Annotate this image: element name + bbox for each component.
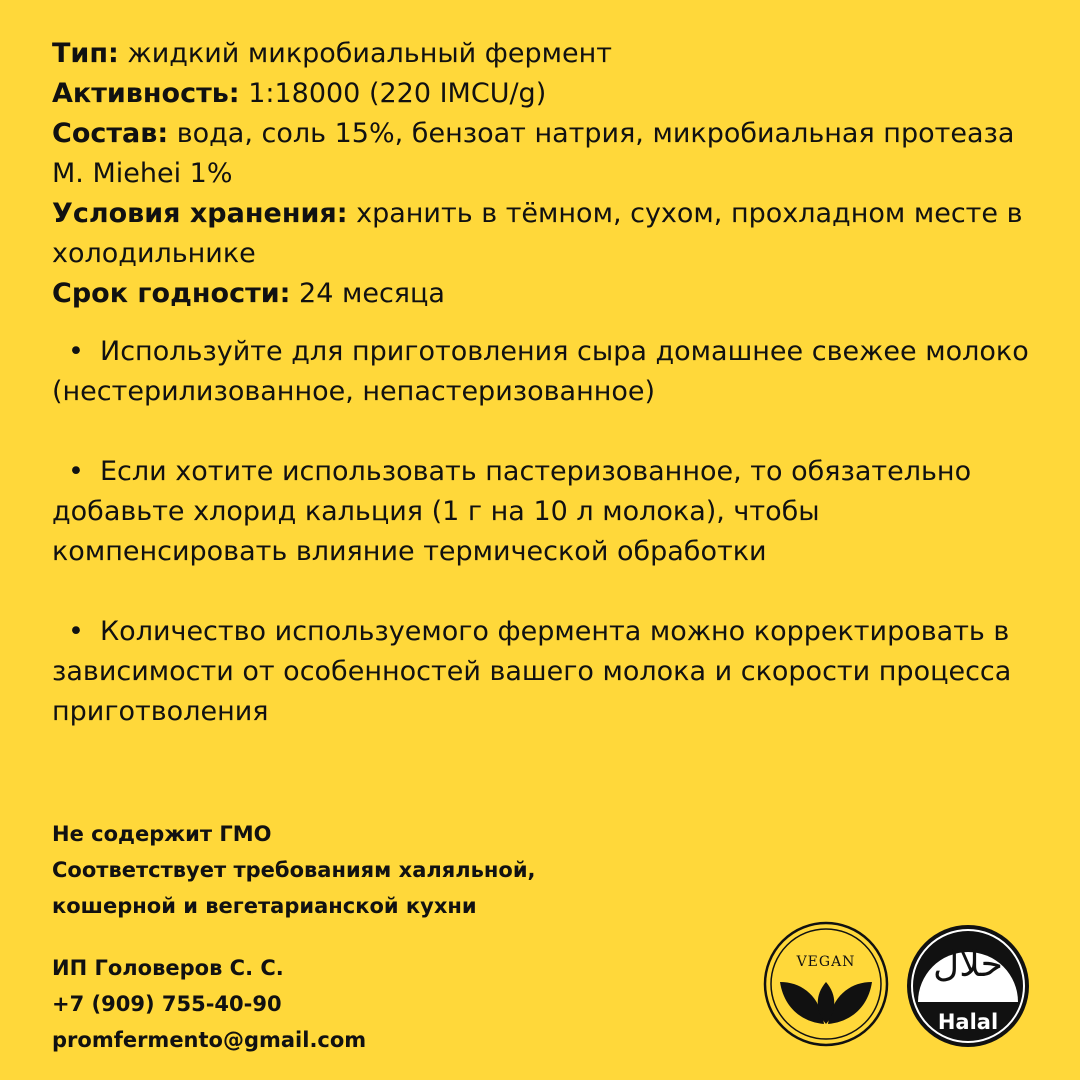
spec-storage bbox=[52, 194, 1042, 274]
certification-notes bbox=[52, 816, 536, 924]
certification-badges bbox=[762, 920, 1042, 1060]
spec-composition bbox=[52, 114, 1042, 194]
spec-value: жидкий микробиальный фермент bbox=[118, 38, 612, 69]
vegan-badge bbox=[762, 920, 890, 1048]
halal-label: Halal bbox=[937, 1010, 999, 1034]
spec-label: Срок годности: bbox=[52, 278, 291, 309]
seller-name: ИП Головеров С. С. bbox=[52, 956, 284, 980]
bullet-icon: • bbox=[68, 336, 84, 367]
usage-tip bbox=[52, 452, 1042, 572]
email-address[interactable]: promfermento@gmail.com bbox=[52, 1028, 367, 1052]
contact-block bbox=[52, 950, 366, 1058]
usage-tips bbox=[52, 332, 1042, 772]
note-line: кошерной и вегетарианской кухни bbox=[52, 894, 477, 918]
tip-text: Если хотите использовать пастеризованное, то обязательно добавьте хлорид кальция (1 г на 10 л молока), чтобы компенсировать влияние термической обработки bbox=[52, 456, 972, 567]
vegan-label: VEGAN bbox=[796, 954, 856, 970]
usage-tip bbox=[52, 332, 1042, 412]
spec-shelf-life bbox=[52, 274, 1042, 314]
product-specs bbox=[52, 34, 1042, 314]
bullet-icon: • bbox=[68, 456, 84, 487]
spec-value: 24 месяца bbox=[290, 278, 445, 309]
note-line: Соответствует требованиям халяльной, bbox=[52, 858, 536, 882]
spec-value: вода, соль 15%, бензоат натрия, микробиальная протеаза M. Miehei 1% bbox=[52, 118, 1015, 189]
tip-text: Количество используемого фермента можно корректировать в зависимости от особенностей вашего молока и скорости процесса приготволения bbox=[52, 616, 1012, 727]
halal-arabic-text: حلال bbox=[933, 944, 1003, 985]
spec-label: Состав: bbox=[52, 118, 169, 149]
bullet-icon: • bbox=[68, 616, 84, 647]
spec-value: хранить в тёмном, сухом, прохладном месте в холодильнике bbox=[52, 198, 1023, 269]
phone-number[interactable]: +7 (909) 755-40-90 bbox=[52, 992, 282, 1016]
spec-value: 1:18000 (220 IMCU/g) bbox=[239, 78, 547, 109]
vegan-badge-circle bbox=[762, 920, 890, 1048]
spec-type bbox=[52, 34, 1042, 74]
spec-activity bbox=[52, 74, 1042, 114]
usage-tip bbox=[52, 612, 1042, 732]
spec-label: Тип: bbox=[52, 38, 119, 69]
halal-badge bbox=[904, 922, 1032, 1050]
spec-label: Активность: bbox=[52, 78, 240, 109]
tip-text: Используйте для приготовления сыра домашнее свежее молоко (нестерилизованное, непастеризованное) bbox=[52, 336, 1029, 407]
note-line: Не содержит ГМО bbox=[52, 822, 272, 846]
spec-label: Условия хранения: bbox=[52, 198, 348, 229]
